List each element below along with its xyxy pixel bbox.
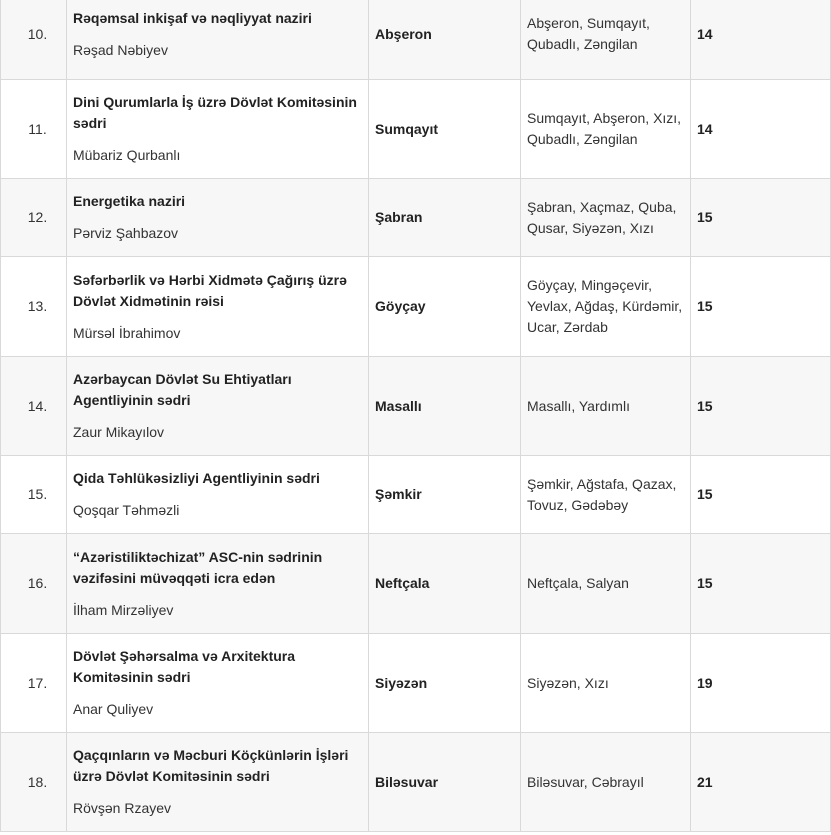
city-cell: Neftçala: [369, 534, 521, 634]
position-title: Səfərbərlik və Hərbi Xidmətə Çağırış üzrə Dövlət Xidmətinin rəisi: [73, 271, 347, 309]
city-cell: Şabran: [369, 179, 521, 257]
position-cell: [67, 733, 369, 832]
table-row: [1, 456, 831, 534]
table-row: [1, 0, 831, 80]
count-cell: 21: [691, 733, 831, 832]
person-name: Qoşqar Təhməzli: [73, 502, 180, 518]
person-name: İlham Mirzəliyev: [73, 601, 174, 618]
row-number: 18.: [1, 733, 67, 832]
position-title: Rəqəmsal inkişaf və nəqliyyat naziri: [73, 9, 312, 26]
table-body: [1, 0, 831, 832]
count-cell: 15: [691, 179, 831, 257]
count-cell: 14: [691, 0, 831, 80]
row-number: 14.: [1, 357, 67, 456]
city-cell: Masallı: [369, 357, 521, 456]
position-cell: [67, 257, 369, 357]
table-row: [1, 534, 831, 634]
person-name: Mübariz Qurbanlı: [73, 147, 181, 163]
position-title: Energetika naziri: [73, 193, 186, 209]
table-row: [1, 733, 831, 832]
person-name: Mürsəl İbrahimov: [73, 324, 181, 341]
regions-cell: Göyçay, Mingəçevir, Yevlax, Ağdaş, Kürdəmir, Ucar, Zərdab: [521, 257, 691, 357]
city-cell: Siyəzən: [369, 634, 521, 733]
person-name: Zaur Mikayılov: [73, 424, 165, 440]
position-cell: [67, 456, 369, 534]
person-name: Rövşən Rzayev: [73, 800, 172, 816]
regions-cell: Neftçala, Salyan: [521, 534, 691, 634]
table-row: [1, 80, 831, 179]
position-cell: [67, 80, 369, 179]
row-number: 11.: [1, 80, 67, 179]
city-cell: Şəmkir: [369, 456, 521, 534]
table-row: [1, 179, 831, 257]
count-cell: 15: [691, 456, 831, 534]
count-cell: 15: [691, 534, 831, 634]
regions-cell: Abşeron, Sumqayıt, Qubadlı, Zəngilan: [521, 0, 691, 80]
city-cell: Abşeron: [369, 0, 521, 80]
regions-cell: Masallı, Yardımlı: [521, 357, 691, 456]
row-number: 17.: [1, 634, 67, 733]
position-cell: [67, 357, 369, 456]
count-cell: 15: [691, 257, 831, 357]
position-title: Dini Qurumlarla İş üzrə Dövlət Komitəsinin sədri: [73, 94, 357, 131]
position-cell: [67, 179, 369, 257]
count-cell: 19: [691, 634, 831, 733]
row-number: 10.: [1, 0, 67, 80]
person-name: Pərviz Şahbazov: [73, 225, 179, 241]
regions-cell: Şabran, Xaçmaz, Quba, Qusar, Siyəzən, Xızı: [521, 179, 691, 257]
regions-cell: Siyəzən, Xızı: [521, 634, 691, 733]
position-cell: [67, 0, 369, 80]
position-cell: [67, 534, 369, 634]
row-number: 15.: [1, 456, 67, 534]
position-cell: [67, 634, 369, 733]
row-number: 13.: [1, 257, 67, 357]
table-row: [1, 634, 831, 733]
position-title: “Azəristiliktəchizat” ASC-nin sədrinin vəzifəsini müvəqqəti icra edən: [73, 548, 323, 586]
position-title: Dövlət Şəhərsalma və Arxitektura Komitəsinin sədri: [73, 648, 296, 685]
position-title: Azərbaycan Dövlət Su Ehtiyatları Agentliyinin sədri: [73, 371, 292, 408]
row-number: 16.: [1, 534, 67, 634]
regions-cell: Şəmkir, Ağstafa, Qazax, Tovuz, Gədəbəy: [521, 456, 691, 534]
person-name: Rəşad Nəbiyev: [73, 41, 168, 58]
city-cell: Biləsuvar: [369, 733, 521, 832]
table-row: [1, 357, 831, 456]
city-cell: Sumqayıt: [369, 80, 521, 179]
table-row: [1, 257, 831, 357]
position-title: Qaçqınların və Məcburi Köçkünlərin İşləri üzrə Dövlət Komitəsinin sədri: [73, 747, 349, 784]
regions-cell: Biləsuvar, Cəbrayıl: [521, 733, 691, 832]
person-name: Anar Quliyev: [73, 701, 154, 717]
row-number: 12.: [1, 179, 67, 257]
count-cell: 15: [691, 357, 831, 456]
count-cell: 14: [691, 80, 831, 179]
regions-cell: Sumqayıt, Abşeron, Xızı, Qubadlı, Zəngilan: [521, 80, 691, 179]
position-title: Qida Təhlükəsizliyi Agentliyinin sədri: [73, 470, 320, 486]
city-cell: Göyçay: [369, 257, 521, 357]
